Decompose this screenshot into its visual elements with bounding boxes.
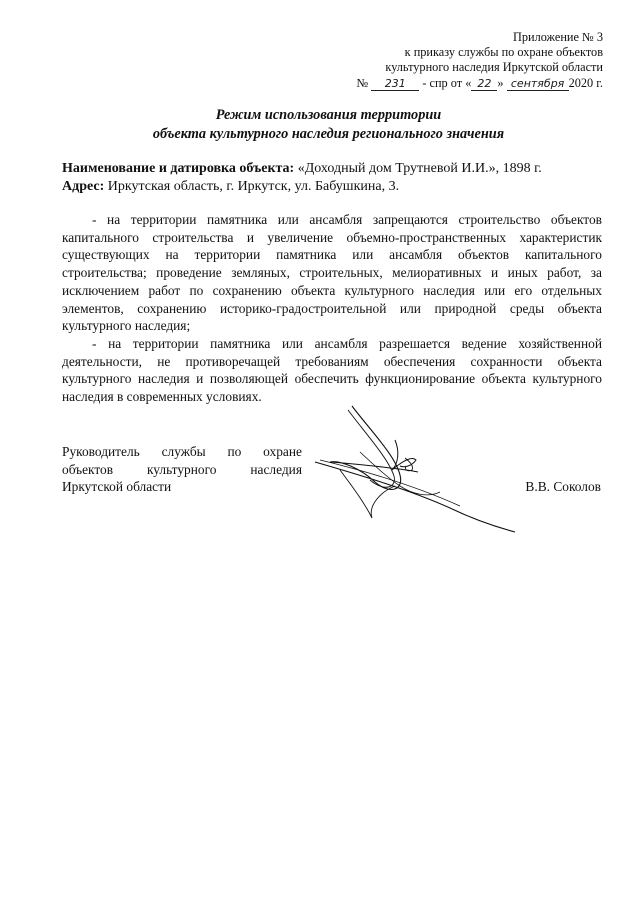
regime-text [62,211,602,406]
number-prefix: № [356,75,369,90]
object-name-row [62,160,607,178]
object-name-label: Наименование и датировка объекта: [62,161,295,176]
document-title [0,106,639,143]
handwritten-order-number: 231 [371,78,419,91]
date-middle: » [497,75,504,90]
regime-paragraph-prohibitions: - на территории памятника или ансамбля запрещаются строительство объектов капитального строительства и увеличение объемно-пространственных характеристик существующих на территории памятника или ансамбля объектов капитального строительства; проведение земляных, строительных, мелиоративных и иных работ, за исключением работ по сохранению объекта культурного наследия или его отдельных элементов, сохранению историко-градостроительной или природной среды объекта культурного наследия; [62,212,602,334]
position-line-2: объектов культурного наследия [62,461,302,477]
number-middle: - спр от « [422,75,472,90]
position-line-1: Руководитель службы по охране [62,444,302,459]
appendix-title: Приложение № 3 [512,30,603,44]
object-info [62,160,607,195]
regime-paragraph-permissions: - на территории памятника или ансамбля разрешается ведение хозяйственной деятельности, не противоречащей требованиям обеспечения сохранности объекта культурного наследия и позволяющей обеспечить функционирование объекта культурного наследия в современных условиях. [62,335,602,405]
order-number-line [356,76,603,91]
title-line-2: объекта культурного наследия регионального значения [152,125,505,142]
handwritten-month: сентября [507,78,569,91]
order-line-1: к приказу службы по охране объектов [404,45,603,60]
order-line-2: культурного наследия Иркутской области [385,60,603,75]
handwritten-signature [300,400,530,540]
appendix-header [356,30,603,91]
object-address-row [62,178,607,196]
object-address-label: Адрес: [62,178,105,194]
position-line-3: Иркутской области [62,479,172,495]
object-name-value: «Доходный дом Трутневой И.И.», 1898 г. [294,161,542,176]
signer-position [62,443,302,496]
signer-name: В.В. Соколов [525,479,601,494]
object-address-value: Иркутская область, г. Иркутск, ул. Бабушкина, 3. [104,178,400,194]
title-line-1: Режим использования территории [215,107,442,123]
year-suffix: 2020 г. [568,75,603,90]
handwritten-day: 22 [471,78,497,91]
